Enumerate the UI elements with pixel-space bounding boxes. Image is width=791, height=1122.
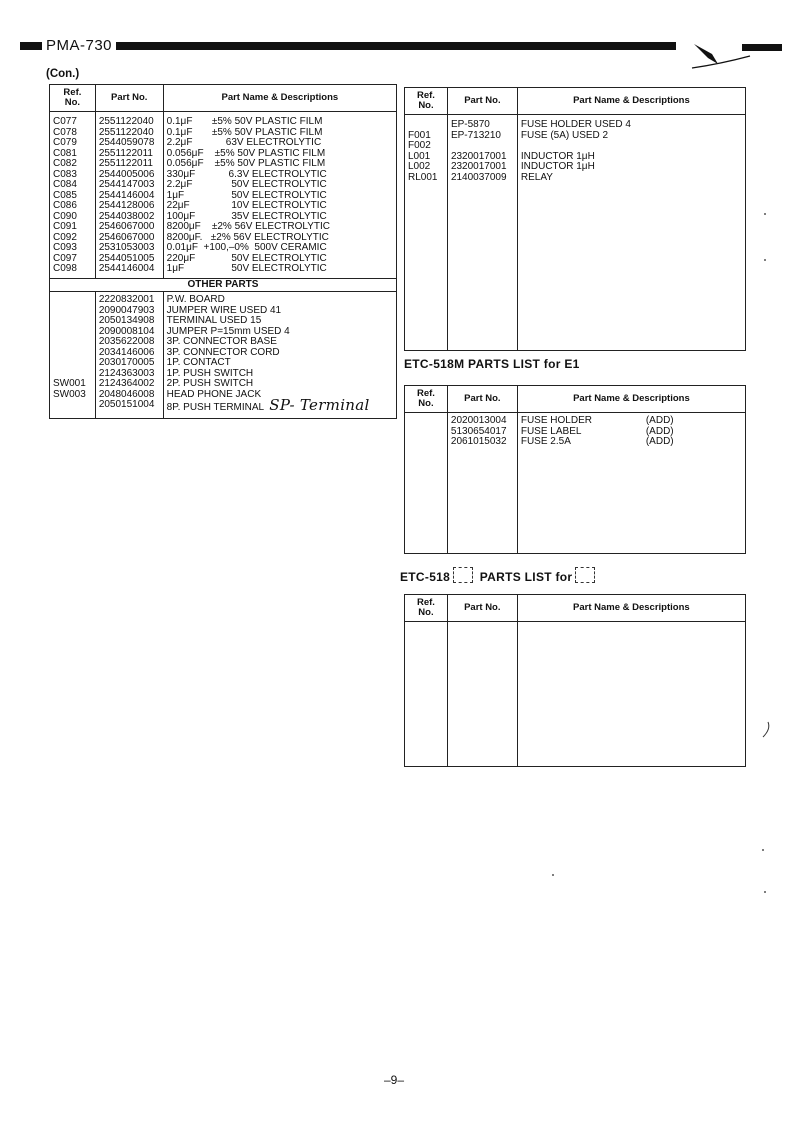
col-description: Part Name & Descriptions (517, 386, 745, 413)
etc518m-title: ETC-518M PARTS LIST for E1 (404, 357, 580, 371)
other-parts-header: OTHER PARTS (50, 278, 397, 292)
desc-cell (517, 413, 745, 554)
parts-table-right (404, 87, 746, 351)
col-part-no: Part No. (447, 386, 517, 413)
parts-table-left (49, 84, 397, 419)
col-description: Part Name & Descriptions (163, 85, 396, 112)
desc-list: FUSE HOLDER USED 4 FUSE (5A) USED 2 INDUCTOR 1μH INDUCTOR 1μH RELAY (517, 115, 745, 351)
blank-suffix-box (453, 567, 473, 583)
push-terminal-desc: 8P. PUSH TERMINAL (166, 402, 264, 413)
desc-list: FUSE HOLDER FUSE LABEL FUSE 2.5A (520, 415, 592, 447)
handwritten-note: SP- Terminal (269, 396, 370, 414)
col-ref-no: Ref. No. (405, 386, 448, 413)
col-part-no: Part No. (447, 88, 517, 115)
col-description: Part Name & Descriptions (517, 88, 745, 115)
scan-speck (552, 874, 554, 876)
scan-speck (764, 213, 766, 215)
model-title: PMA-730 (46, 37, 113, 54)
header-bar (116, 42, 676, 50)
scan-speck (764, 259, 766, 261)
scan-speck (764, 891, 766, 893)
continued-label: (Con.) (46, 68, 80, 80)
brand-mark-icon (690, 38, 785, 72)
ref-list: F001 F002 L001 L002 RL001 (405, 115, 448, 351)
other-desc-cell (163, 292, 396, 416)
desc-list: 0.1μF ±5% 50V PLASTIC FILM 0.1μF ±5% 50V PLASTIC FILM 2.2μF 63V ELECTROLYTIC 0.056μF ±5% 50V PLASTIC FILM 0.056μF ±5% 50V PLASTIC FILM 330μF 6.3V ELECTROLYTIC 2.2μF 50V ELECTROLYTIC 1μF 50V ELECTROLYTIC 22μF 10V ELECTROLYTIC 100μF 35V ELECTROLYTIC 8200μF ±2% 56V ELECTROLYTIC 8200μF. ±2% 56V ELECTROLYTIC 0.01μF +100,–0% 500V CERAMIC 220μF 50V ELECTROLYTIC 1μF 50V ELECTROLYTIC (163, 112, 396, 279)
etc518-title (400, 567, 598, 584)
pen-mark-icon (760, 720, 774, 740)
etc518-table (404, 594, 746, 767)
header-block (20, 42, 42, 50)
add-list: (ADD) (ADD) (ADD) (645, 415, 674, 447)
scan-speck (762, 849, 764, 851)
other-desc-list: P.W. BOARD JUMPER WIRE USED 41 TERMINAL USED 15 JUMPER P=15mm USED 4 3P. CONNECTOR BASE 3P. CONNECTOR CORD 1P. CONTACT 1P. PUSH SWITCH 2P. PUSH SWITCH HEAD PHONE JACK (166, 294, 290, 400)
col-ref-no: Ref. No. (405, 595, 448, 622)
col-ref-no: Ref. No. (405, 88, 448, 115)
etc518m-table (404, 385, 746, 554)
part-list: 2020013004 5130654017 2061015032 (447, 413, 517, 554)
ref-list: C077 C078 C079 C081 C082 C083 C084 C085 C086 C090 C091 C092 C093 C097 C098 (50, 112, 96, 279)
part-list: EP-5870 EP-713210 2320017001 2320017001 2140037009 (447, 115, 517, 351)
part-list: 2551122040 2551122040 2544059078 2551122011 2551122011 2544005006 2544147003 2544146004 2544128006 2544038002 2546067000 2546067000 2531053003 2544051005 2544146004 (95, 112, 163, 279)
col-ref-no: Ref. No. (50, 85, 96, 112)
other-part-list: 2220832001 2090047903 2050134908 2090008104 2035622008 2034146006 2030170005 2124363003 2124364002 2048046008 2050151004 (95, 292, 163, 416)
blank-region-box (575, 567, 595, 583)
col-part-no: Part No. (95, 85, 163, 112)
etc518-title-model: ETC-518 (400, 570, 451, 584)
col-description: Part Name & Descriptions (517, 595, 745, 622)
etc518-title-text: PARTS LIST for (479, 570, 573, 584)
page-number: –9– (384, 1073, 405, 1087)
col-part-no: Part No. (447, 595, 517, 622)
other-ref-list: SW001 SW003 (50, 292, 96, 416)
